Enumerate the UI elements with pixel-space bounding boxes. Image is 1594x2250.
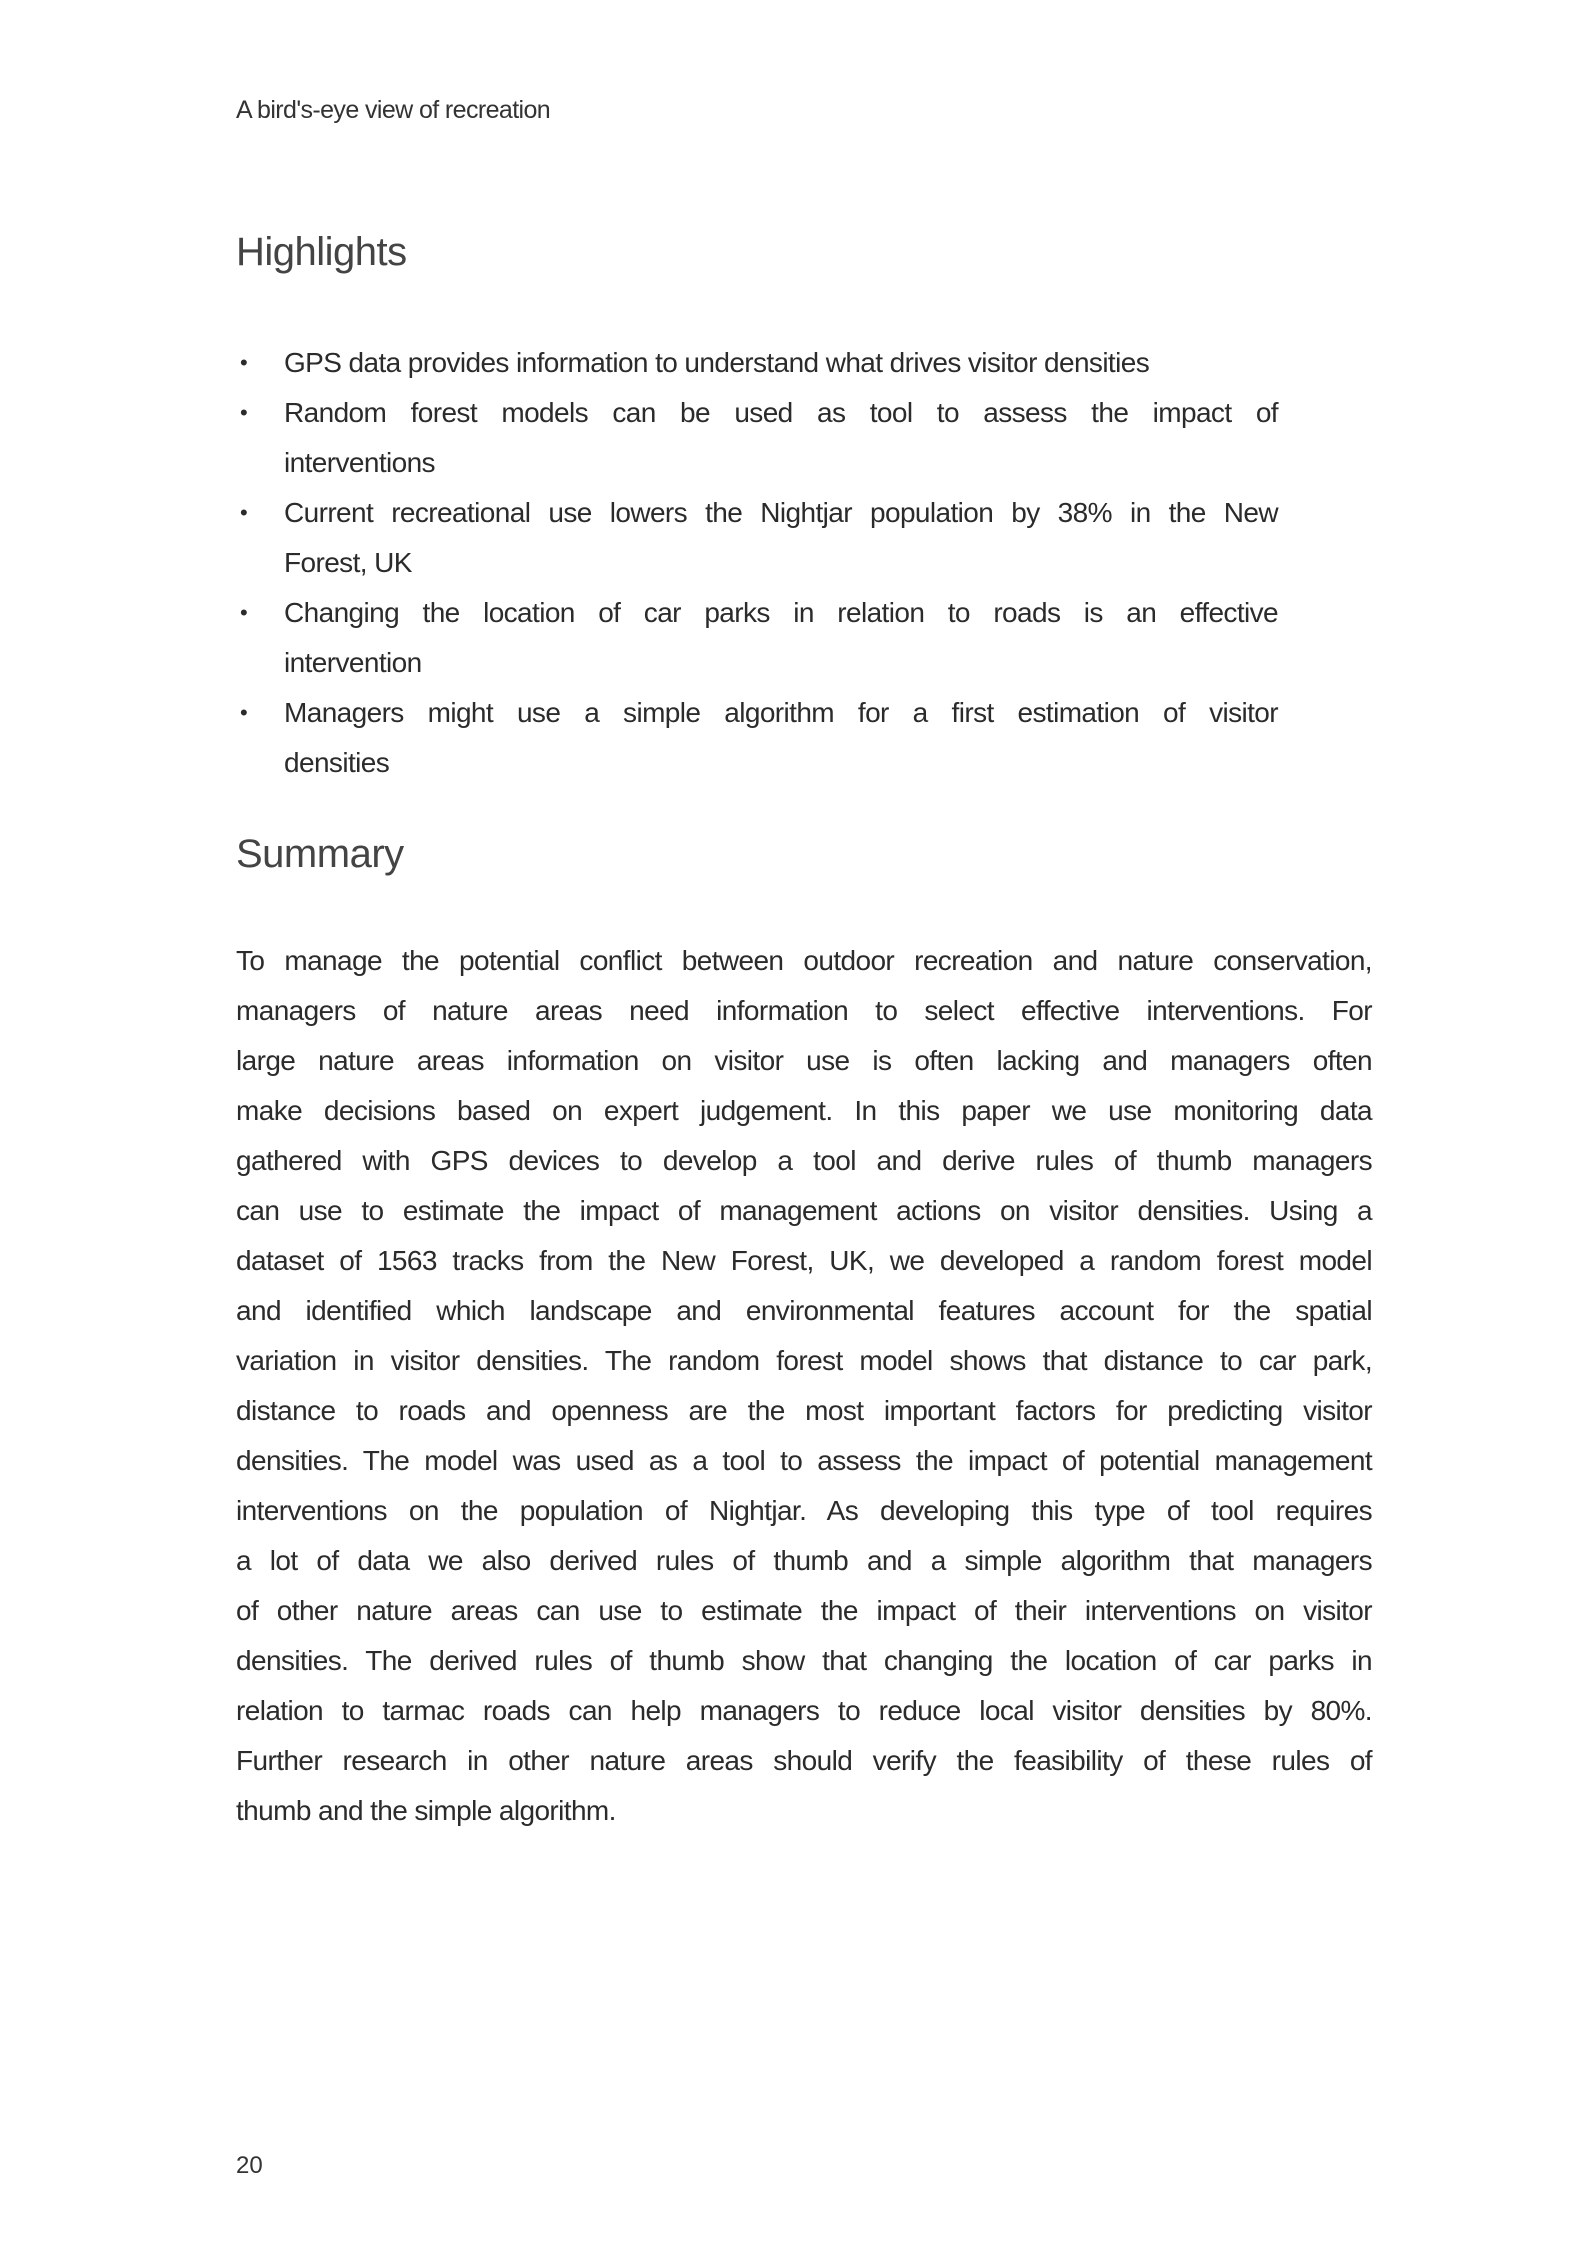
highlight-item (236, 388, 1278, 488)
bullet-icon: • (240, 400, 248, 425)
summary-line: can use to estimate the impact of management actions on visitor densities. Using a (236, 1195, 1372, 1226)
summary-line: variation in visitor densities. The random forest model shows that distance to car park, (236, 1345, 1372, 1376)
highlight-line: intervention (284, 647, 422, 678)
summary-line: relation to tarmac roads can help managers to reduce local visitor densities by 80%. (236, 1695, 1372, 1726)
highlight-line: Current recreational use lowers the Nightjar population by 38% in the New (284, 497, 1278, 528)
summary-line: managers of nature areas need information to select effective interventions. For (236, 995, 1372, 1026)
summary-line: densities. The derived rules of thumb show that changing the location of car parks in (236, 1645, 1372, 1676)
highlight-line: Random forest models can be used as tool to assess the impact of (284, 397, 1278, 428)
summary-heading: Summary (236, 832, 404, 876)
summary-line: a lot of data we also derived rules of thumb and a simple algorithm that managers (236, 1545, 1372, 1576)
summary-line: thumb and the simple algorithm. (236, 1795, 616, 1826)
highlights-heading: Highlights (236, 230, 407, 274)
highlight-item (236, 338, 1278, 388)
highlight-line: GPS data provides information to understand what drives visitor densities (284, 347, 1150, 378)
highlight-item (236, 588, 1278, 688)
highlight-line: Forest, UK (284, 547, 412, 578)
highlights-list (236, 338, 1278, 788)
highlight-line: densities (284, 747, 390, 778)
running-head: A bird's-eye view of recreation (236, 96, 551, 124)
bullet-icon: • (240, 600, 248, 625)
summary-line: large nature areas information on visitor use is often lacking and managers often (236, 1045, 1372, 1076)
highlight-line: interventions (284, 447, 435, 478)
bullet-icon: • (240, 500, 248, 525)
summary-paragraph (236, 936, 1372, 1836)
summary-line: and identified which landscape and environmental features account for the spatial (236, 1295, 1372, 1326)
summary-line: of other nature areas can use to estimate the impact of their interventions on visitor (236, 1595, 1372, 1626)
summary-line: To manage the potential conflict between outdoor recreation and nature conservation, (236, 945, 1372, 976)
summary-line: dataset of 1563 tracks from the New Forest, UK, we developed a random forest model (236, 1245, 1372, 1276)
summary-line: gathered with GPS devices to develop a tool and derive rules of thumb managers (236, 1145, 1372, 1176)
summary-line: distance to roads and openness are the most important factors for predicting visitor (236, 1395, 1372, 1426)
highlight-line: Managers might use a simple algorithm for a first estimation of visitor (284, 697, 1278, 728)
summary-line: Further research in other nature areas should verify the feasibility of these rules of (236, 1745, 1372, 1776)
bullet-icon: • (240, 350, 248, 375)
summary-line: densities. The model was used as a tool to assess the impact of potential management (236, 1445, 1372, 1476)
summary-line: interventions on the population of Nightjar. As developing this type of tool requires (236, 1495, 1372, 1526)
highlight-line: Changing the location of car parks in relation to roads is an effective (284, 597, 1278, 628)
highlight-item (236, 488, 1278, 588)
summary-line: make decisions based on expert judgement. In this paper we use monitoring data (236, 1095, 1372, 1126)
highlight-item (236, 688, 1278, 788)
page-number: 20 (236, 2152, 263, 2179)
bullet-icon: • (240, 700, 248, 725)
